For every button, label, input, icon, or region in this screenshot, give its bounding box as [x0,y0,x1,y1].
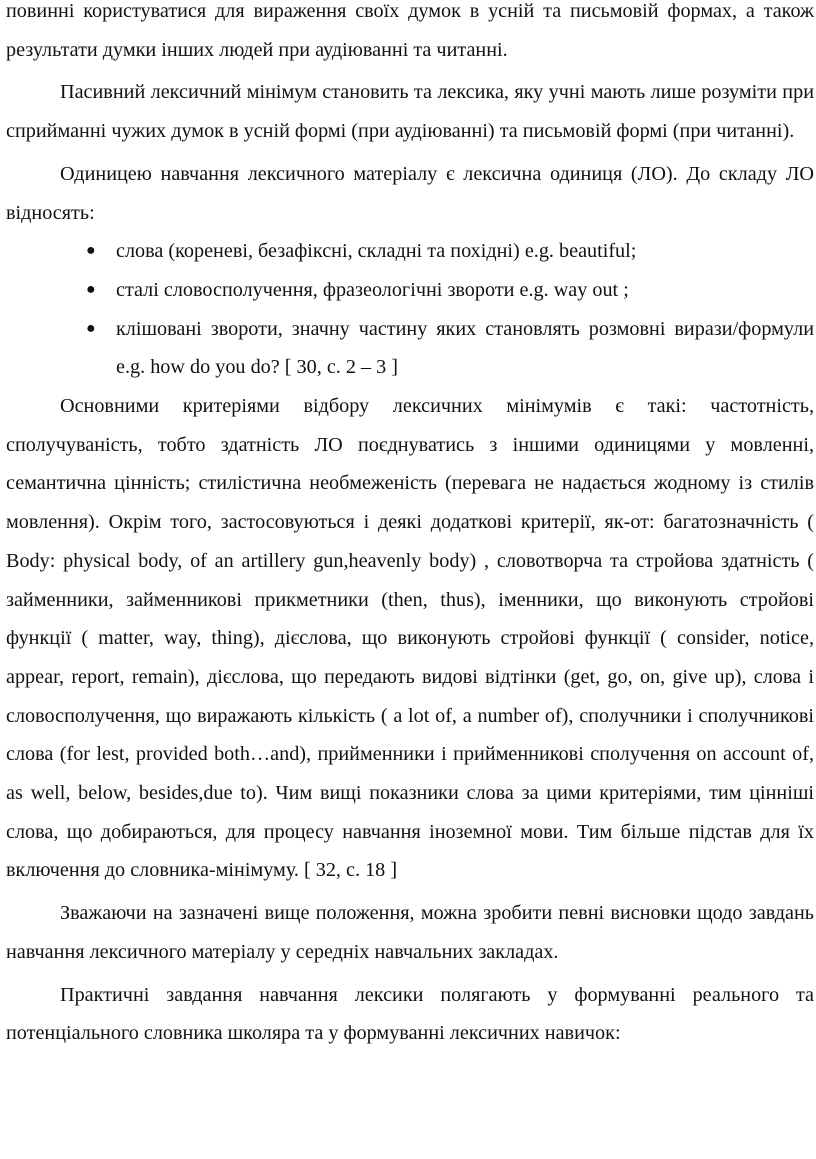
bullet-icon: ● [86,319,96,337]
list-item-text: слова (кореневі, безафіксні, складні та похідні) e.g. beautiful; [116,240,637,263]
paragraph-6: Практичні завдання навчання лексики полягають у формуванні реального та потенціального словника школяра та у формуванні лексичних навичок: [6,983,814,1045]
document-page [6,0,814,1053]
paragraph-2: Пасивний лексичний мінімум становить та лексика, яку учні мають лише розуміти при сприйманні чужих думок в усній формі (при аудіюванні) та письмовій формі (при читанні). [6,81,814,143]
bullet-icon: ● [86,242,96,260]
paragraph-5: Зважаючи на зазначені вище положення, можна зробити певні висновки щодо завдань навчання лексичного матеріалу у середніх навчальних закладах. [6,902,814,963]
list-item-text: клішовані звороти, значну частину яких становлять розмовні вирази/формули e.g. how do you do? [ 30, с. 2 – 3 ] [116,317,814,379]
list-item-text: сталі словосполучення, фразеологічні звороти e.g. way out ; [116,278,629,301]
bullet-icon: ● [86,280,96,298]
paragraph-1: повинні користуватися для вираження своїх думок в усній та письмовій формах, а також результати думки інших людей при аудіюванні та читанні. [6,0,814,61]
list-item [6,232,814,271]
paragraph-4: Основними критеріями відбору лексичних мінімумів є такі: частотність, сполучуваність, тобто здатність ЛО поєднуватись з іншими одиницями у мовленні, семантична цінність; стилістична необмеженість (перевага не надається жодному із стилів мовлення). Окрім того, застосовуються і деякі додаткові критерії, як-от: багатозначність ( Body: physical body, of an artillery gun,heavenly body) , словотворча та стройова здатність ( займенники, займенникові прикметники (then, thus), іменники, що виконують стройові функції ( matter, way, thing), дієслова, що виконують стройові функції ( consider, notice, appear, report, remain), дієслова, що передають видові відтінки (get, go, on, give up), слова і словосполучення, що виражають кількість ( a lot of, a number of), сполучники і сполучникові слова (for lest, provided both…and), прийменники і прийменникові сполучення on account of, as well, below, besides,due to). Чим вищі показники слова за цими критеріями, тим цінніші слова, що добираються, для процесу навчання іноземної мови. Тим більше підстав для їх включення до словника-мінімуму. [ 32, с. 18 ] [6,395,814,882]
paragraph-3: Одиницею навчання лексичного матеріалу є лексична одиниця (ЛО). До складу ЛО відносять: [6,162,814,224]
list-item [6,271,814,310]
list-item [6,310,814,387]
lexical-unit-list [6,232,814,387]
